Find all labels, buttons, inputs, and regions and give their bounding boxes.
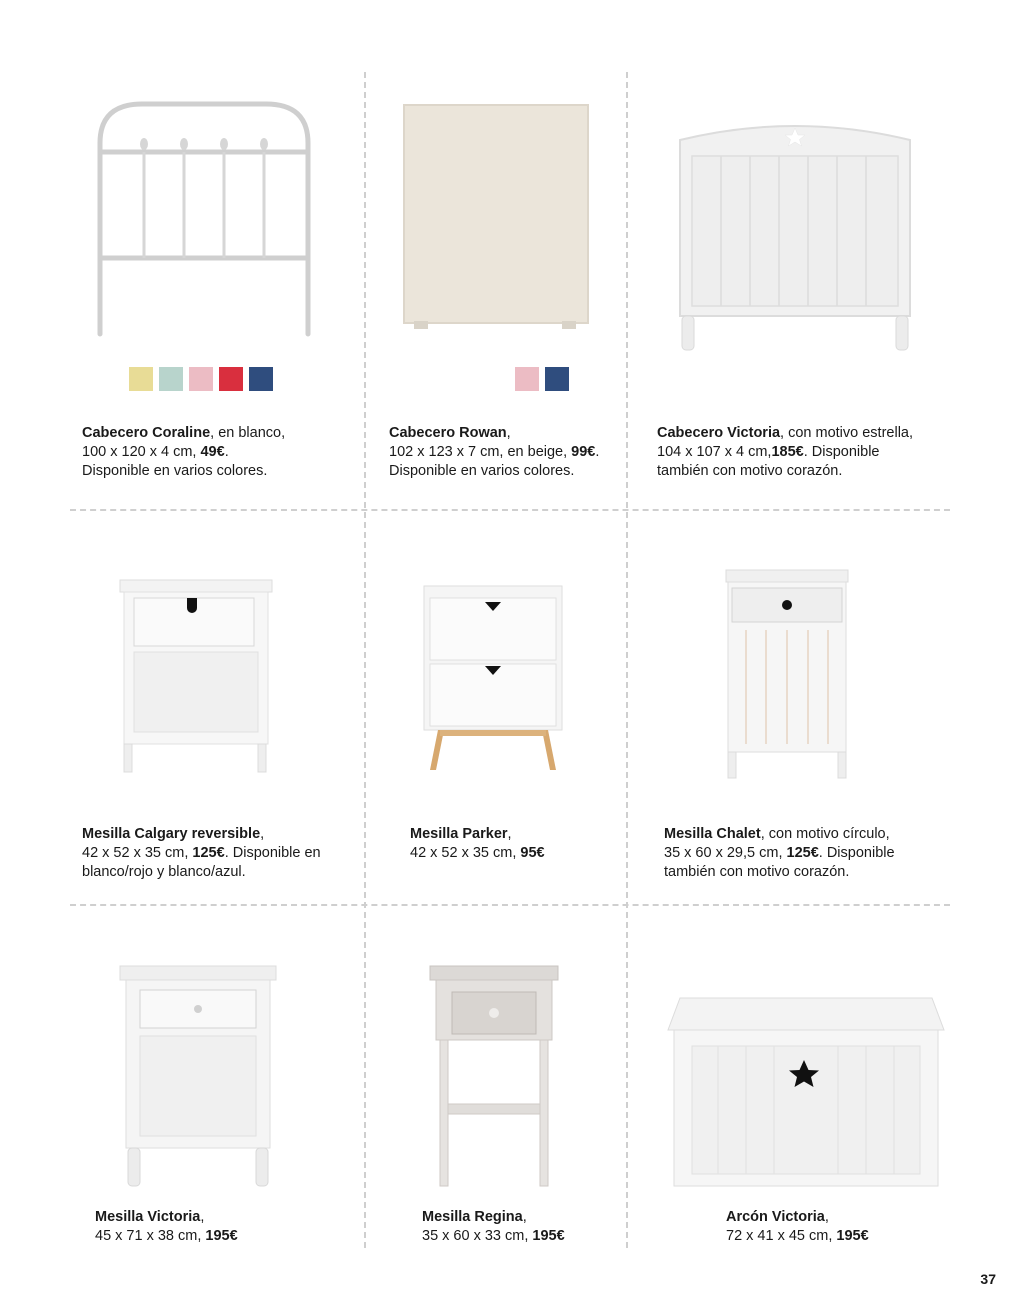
color-swatches-coraline — [129, 367, 273, 391]
product-desc: , — [522, 1209, 527, 1225]
product-price: 99€ — [571, 444, 596, 460]
product-dims: 45 x 71 x 38 cm, — [95, 1228, 206, 1244]
product-dims: 42 x 52 x 35 cm, — [82, 845, 193, 861]
product-desc: , con motivo estrella, — [780, 425, 914, 441]
product-caption-arcon — [726, 1208, 869, 1246]
nightstand-chalet-image[interactable] — [724, 568, 850, 780]
product-after-price: . Disponible en — [224, 845, 321, 861]
swatch-pink[interactable] — [515, 367, 539, 391]
product-dims: 35 x 60 x 33 cm, — [422, 1228, 533, 1244]
product-name: Cabecero Victoria — [657, 425, 781, 441]
swatch-red[interactable] — [219, 367, 243, 391]
chest-victoria-image[interactable] — [666, 996, 946, 1188]
product-caption-regina — [422, 1208, 565, 1246]
product-price: 185€ — [771, 444, 804, 460]
product-desc: , — [200, 1209, 205, 1225]
product-price: 125€ — [786, 845, 819, 861]
product-caption-victoria-headboard — [657, 424, 913, 481]
headboard-rowan-image[interactable] — [402, 103, 590, 331]
product-desc: , — [824, 1209, 829, 1225]
product-dims: 102 x 123 x 7 cm, en beige, — [389, 444, 572, 460]
product-name: Mesilla Regina — [422, 1209, 523, 1225]
product-after-price: . Disponible — [818, 845, 895, 861]
product-price: 195€ — [205, 1228, 238, 1244]
product-name: Mesilla Calgary reversible — [82, 826, 261, 842]
product-price: 195€ — [836, 1228, 869, 1244]
product-dims: 100 x 120 x 4 cm, — [82, 444, 201, 460]
column-divider-left — [364, 72, 366, 1248]
swatch-navy[interactable] — [545, 367, 569, 391]
nightstand-calgary-image[interactable] — [118, 578, 274, 776]
product-name: Cabecero Coraline — [82, 425, 211, 441]
product-name: Arcón Victoria — [726, 1209, 825, 1225]
product-note: Disponible en varios colores. — [389, 463, 575, 479]
product-desc: , con motivo círculo, — [760, 826, 890, 842]
product-price: 195€ — [532, 1228, 565, 1244]
product-dims: 72 x 41 x 45 cm, — [726, 1228, 837, 1244]
swatch-mint[interactable] — [159, 367, 183, 391]
product-after-price: . — [595, 444, 600, 460]
product-desc: , — [507, 826, 512, 842]
product-desc: , en blanco, — [210, 425, 286, 441]
swatch-yellow[interactable] — [129, 367, 153, 391]
swatch-pink[interactable] — [189, 367, 213, 391]
product-price: 49€ — [200, 444, 225, 460]
product-price: 95€ — [520, 845, 545, 861]
product-name: Mesilla Victoria — [95, 1209, 201, 1225]
product-caption-chalet — [664, 825, 895, 882]
product-dims: 35 x 60 x 29,5 cm, — [664, 845, 787, 861]
product-note: también con motivo corazón. — [664, 864, 850, 880]
headboard-coraline-image[interactable] — [92, 98, 316, 338]
product-note: Disponible en varios colores. — [82, 463, 268, 479]
product-after-price: . Disponible — [803, 444, 880, 460]
product-caption-coraline — [82, 424, 285, 481]
product-name: Mesilla Parker — [410, 826, 508, 842]
nightstand-victoria-image[interactable] — [118, 964, 278, 1188]
headboard-victoria-image[interactable] — [672, 120, 918, 352]
product-dims: 104 x 107 x 4 cm, — [657, 444, 772, 460]
column-divider-right — [626, 72, 628, 1248]
product-caption-rowan — [389, 424, 599, 481]
product-caption-parker — [410, 825, 545, 863]
product-note: también con motivo corazón. — [657, 463, 843, 479]
row-divider-bottom — [70, 904, 950, 906]
row-divider-top — [70, 509, 950, 511]
nightstand-regina-image[interactable] — [428, 964, 560, 1188]
product-dims: 42 x 52 x 35 cm, — [410, 845, 521, 861]
color-swatches-rowan — [515, 367, 569, 391]
product-desc: , — [260, 826, 265, 842]
product-name: Mesilla Chalet — [664, 826, 761, 842]
nightstand-parker-image[interactable] — [422, 584, 564, 774]
product-desc: , — [506, 425, 511, 441]
page-number: 37 — [980, 1271, 996, 1287]
swatch-navy[interactable] — [249, 367, 273, 391]
product-price: 125€ — [192, 845, 225, 861]
product-caption-victoria-nightstand — [95, 1208, 238, 1246]
product-note: blanco/rojo y blanco/azul. — [82, 864, 246, 880]
product-after-price: . — [224, 444, 229, 460]
product-name: Cabecero Rowan — [389, 425, 507, 441]
product-caption-calgary — [82, 825, 321, 882]
